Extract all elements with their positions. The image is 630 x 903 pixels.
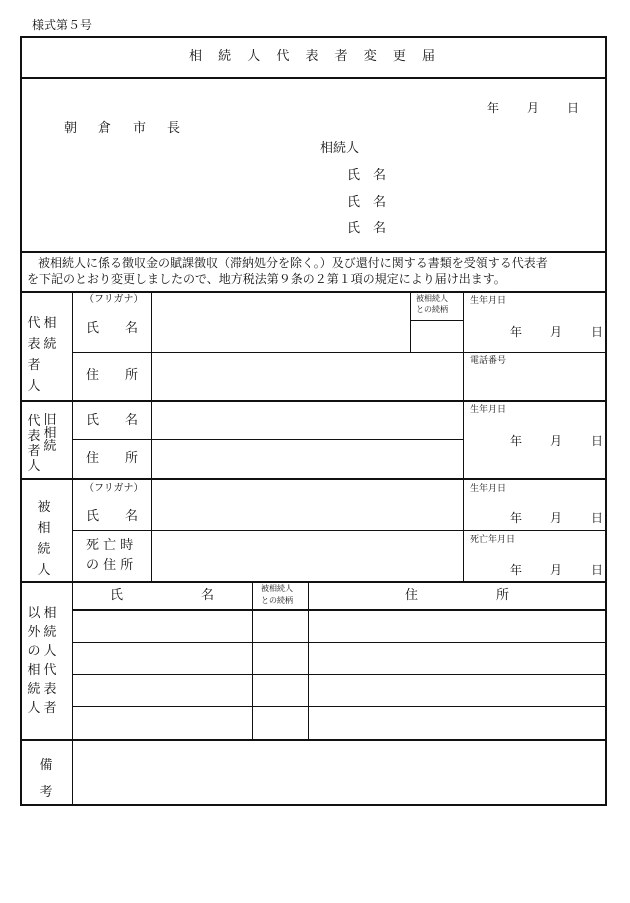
others-col-divider-2 xyxy=(308,582,309,740)
death-date-year: 年 xyxy=(510,563,523,577)
death-date-month: 月 xyxy=(550,563,563,577)
old-rep-birth-day: 日 xyxy=(591,434,604,448)
divider-statement xyxy=(20,291,607,293)
deceased-birth-year: 年 xyxy=(510,511,523,525)
new-rep-row-divider xyxy=(72,352,607,353)
old-rep-address-label: 住 所 xyxy=(86,451,139,466)
others-row-divider-1 xyxy=(72,642,607,643)
deceased-birth-day: 日 xyxy=(591,511,604,525)
others-header-divider xyxy=(72,609,607,611)
col-divider-left xyxy=(72,292,73,806)
new-rep-birth-label: 生年月日 xyxy=(470,296,507,306)
heir-name-2: 氏 名 xyxy=(347,195,387,210)
remarks-label: 備考 xyxy=(39,758,53,800)
divider-old-rep xyxy=(20,478,607,480)
old-rep-label-col1: 旧相続 xyxy=(43,413,57,454)
new-rep-address-label: 住 所 xyxy=(86,368,139,383)
relation-label-2: との続柄 xyxy=(416,305,448,314)
form-number: 様式第５号 xyxy=(32,18,93,32)
old-rep-row-divider xyxy=(72,439,463,440)
others-row-divider-2 xyxy=(72,674,607,675)
others-row-divider-3 xyxy=(72,706,607,707)
heir-name-3: 氏 名 xyxy=(347,221,387,236)
divider-header xyxy=(20,251,607,253)
phone-label: 電話番号 xyxy=(470,356,507,366)
col-divider-label xyxy=(151,292,152,582)
header-date-year: 年 xyxy=(487,101,500,115)
old-rep-birth-month: 月 xyxy=(550,434,563,448)
header-date-month: 月 xyxy=(527,101,540,115)
old-rep-birth-year: 年 xyxy=(510,434,523,448)
new-rep-birth-year: 年 xyxy=(510,325,523,339)
addressee-3: 市 xyxy=(133,121,147,136)
header-date-day: 日 xyxy=(567,101,580,115)
others-name-header: 氏 名 xyxy=(110,588,215,603)
deceased-furigana-label: （フリガナ） xyxy=(84,483,144,494)
others-label-col1: 相続人代表者 xyxy=(43,606,57,716)
new-rep-birth-month: 月 xyxy=(550,325,563,339)
addressee-2: 倉 xyxy=(98,121,112,136)
heir-name-1: 氏 名 xyxy=(347,168,387,183)
relation-col-divider xyxy=(410,292,411,352)
others-col-divider-1 xyxy=(252,582,253,740)
relation-label-1: 被相続人 xyxy=(416,294,448,303)
deceased-birth-label: 生年月日 xyxy=(470,484,507,494)
addressee-1: 朝 xyxy=(64,121,78,136)
old-rep-birth-label: 生年月日 xyxy=(470,405,507,415)
new-rep-furigana-label: （フリガナ） xyxy=(84,294,144,305)
new-rep-birth-day: 日 xyxy=(591,325,604,339)
divider-others xyxy=(20,739,607,741)
others-label-col2: 以外の相続人 xyxy=(27,606,41,716)
addressee-4: 長 xyxy=(167,121,181,136)
old-rep-label-col2: 代表者人 xyxy=(27,414,41,474)
statement-line2: を下記のとおり変更しましたので、地方税法第９条の２第１項の規定により届け出ます。 xyxy=(27,272,506,286)
others-relation-header-1: 被相続人 xyxy=(261,584,293,593)
others-address-header: 住 所 xyxy=(405,588,510,603)
death-date-day: 日 xyxy=(591,563,604,577)
new-rep-label-col2: 代表者人 xyxy=(27,316,41,394)
relation-header-divider xyxy=(410,320,463,321)
form-title: 相 続 人 代 表 者 変 更 届 xyxy=(188,49,442,64)
deceased-birth-month: 月 xyxy=(550,511,563,525)
deceased-label: 被相続人 xyxy=(37,500,51,578)
statement-line1: 被相続人に係る徴収金の賦課徴収（滞納処分を除く。）及び還付に関する書類を受領する代表者 xyxy=(38,256,548,270)
new-rep-name-label: 氏 名 xyxy=(86,321,139,336)
death-address-label-1: 死 亡 時 xyxy=(86,538,134,553)
col-divider-right xyxy=(463,292,464,582)
deceased-name-label: 氏 名 xyxy=(86,509,139,524)
deceased-row-divider xyxy=(72,530,607,531)
death-address-label-2: の 住 所 xyxy=(86,558,134,573)
new-rep-label-col1: 相続 xyxy=(43,316,57,352)
death-date-label: 死亡年月日 xyxy=(470,535,516,545)
old-rep-name-label: 氏 名 xyxy=(86,413,139,428)
divider-deceased xyxy=(20,581,607,583)
divider-title xyxy=(20,77,607,79)
heir-label: 相続人 xyxy=(320,141,360,156)
divider-new-rep xyxy=(20,400,607,402)
others-relation-header-2: との続柄 xyxy=(261,596,293,605)
